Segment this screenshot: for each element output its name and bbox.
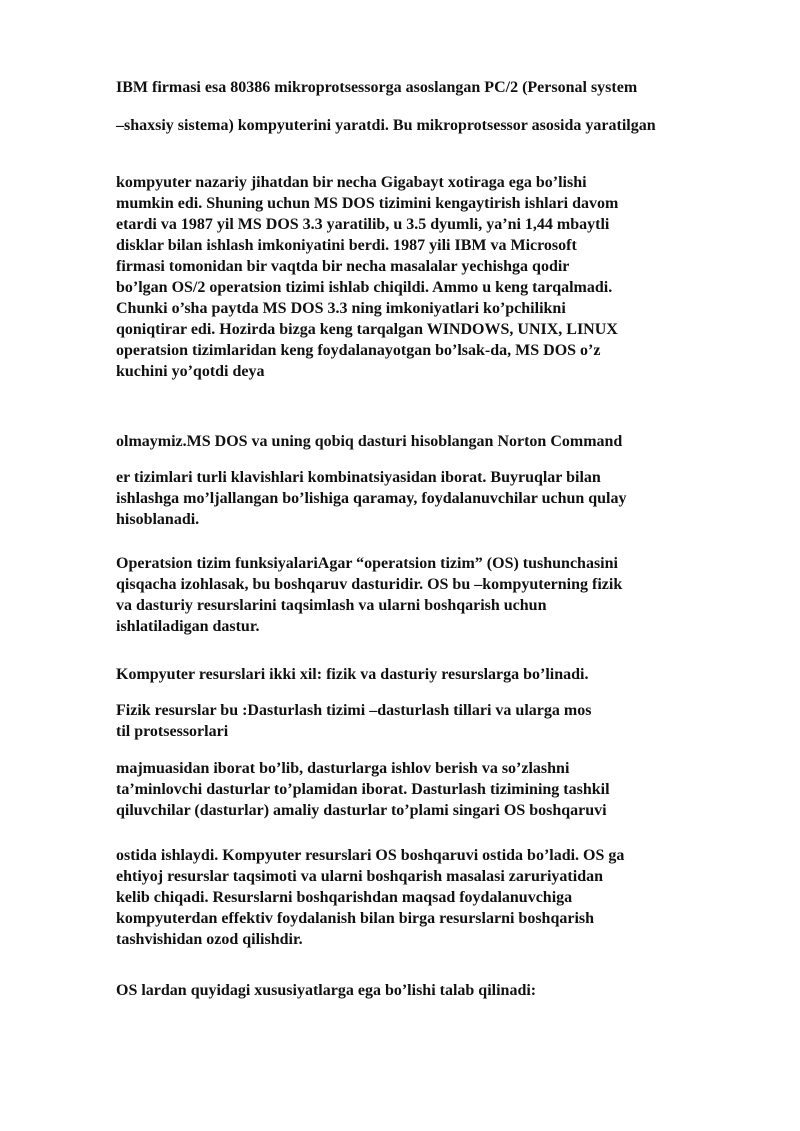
paragraph-5: er tizimlari turli klavishlari kombinatsiyasidan iborat. Buyruqlar bilan ishlashga mo’ljallangan bo’lishiga qaramay, foydalanuvchilar uchun qulay hisoblanadi.: [116, 469, 627, 528]
paragraph-7: Kompyuter resurslari ikki xil: fizik va dasturiy resurslarga bo’linadi.: [116, 666, 589, 683]
paragraph-10: ostida ishlaydi. Kompyuter resurslari OS boshqaruvi ostida bo’ladi. OS ga ehtiyoj resurslar taqsimoti va ularni boshqarish masalasi zaruriyatidan kelib chiqadi. Resurslarni boshqarishdan maqsad foydalanuvchiga kompyuterdan effektiv foydalanish bilan birga resurslarni boshqarish tashvishidan ozod qilishdir.: [116, 847, 625, 948]
paragraph-4: olmaymiz.MS DOS va uning qobiq dasturi hisoblangan Norton Command: [116, 433, 623, 450]
paragraph-6: Operatsion tizim funksiyalariAgar “operatsion tizim” (OS) tushunchasini qisqacha izohlasak, bu boshqaruv dasturidir. OS bu –kompyuterning fizik va dasturiy resurslarini taqsimlash va ularni boshqarish uchun ishlatiladigan dastur.: [116, 555, 623, 635]
paragraph-8: Fizik resurslar bu :Dasturlash tizimi –dasturlash tillari va ularga mos til protsessorlari: [116, 702, 592, 740]
paragraph-1: IBM firmasi esa 80386 mikroprotsessorga asoslangan PC/2 (Personal system: [116, 79, 638, 96]
paragraph-3: kompyuter nazariy jihatdan bir necha Gigabayt xotiraga ega bo’lishi mumkin edi. Shuning uchun MS DOS tizimini kengaytirish ishlari davom etardi va 1987 yil MS DOS 3.3 yaratilib, u 3.5 dyumli, ya’ni 1,44 mbaytli disklar bilan ishlash imkoniyatini berdi. 1987 yili IBM va Microsoft firmasi tomonidan bir vaqtda bir necha masalalar yechishga qodir bo’lgan OS/2 operatsion tizimi ishlab chiqildi. Ammo u keng tarqalmadi. Chunki o’sha paytda MS DOS 3.3 ning imkoniyatlari ko’pchilikni qoniqtirar edi. Hozirda bizga keng tarqalgan WINDOWS, UNIX, LINUX operatsion tizimlaridan keng foydalanayotgan bo’lsak-da, MS DOS o’z kuchini yo’qotdi deya: [116, 174, 619, 380]
paragraph-9: majmuasidan iborat bo’lib, dasturlarga ishlov berish va so’zlashni ta’minlovchi dasturlar to’plamidan iborat. Dasturlash tizimining tashkil qiluvchilar (dasturlar) amaliy dasturlar to’plami singari OS boshqaruvi: [116, 760, 610, 819]
paragraph-2: –shaxsiy sistema) kompyuterini yaratdi. Bu mikroprotsessor asosida yaratilgan: [116, 117, 656, 134]
paragraph-11: OS lardan quyidagi xususiyatlarga ega bo’lishi talab qilinadi:: [116, 982, 537, 999]
